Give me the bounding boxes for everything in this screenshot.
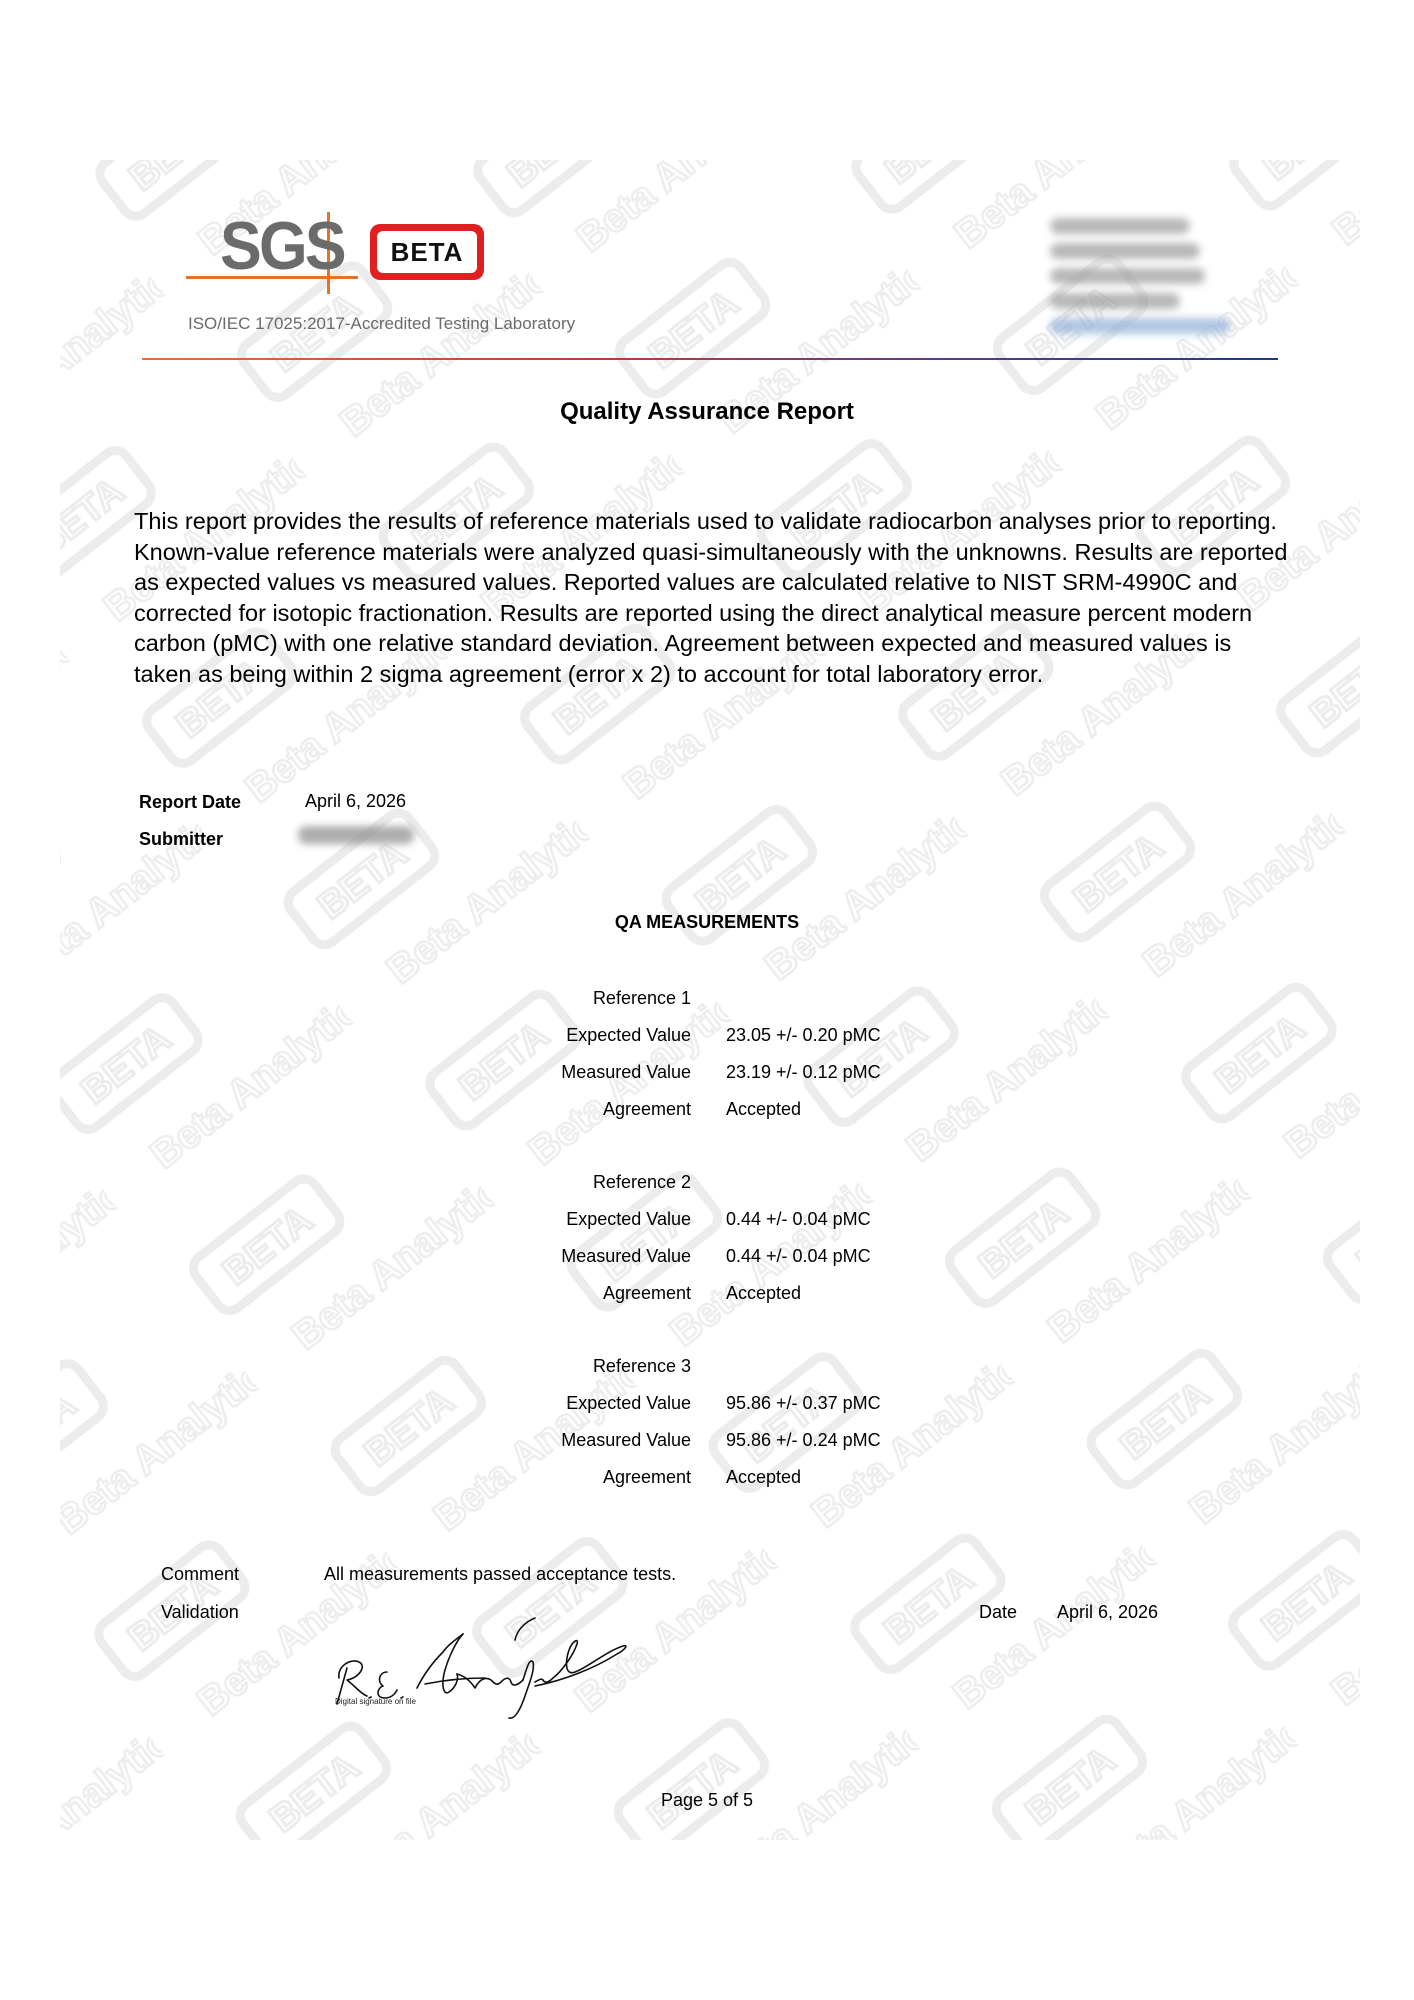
date-label: Date	[979, 1602, 1018, 1622]
expected-value-label: Expected Value	[566, 1209, 691, 1229]
expected-value: 23.05 +/- 0.20 pMC	[726, 1025, 881, 1045]
report-date-label: Report Date	[139, 792, 242, 812]
signature-caption: Digital signature on file	[335, 1697, 416, 1706]
agreement-label: Agreement	[602, 1467, 691, 1487]
reference-name: Reference 2	[592, 1172, 691, 1192]
agreement-value: Accepted	[726, 1467, 802, 1487]
beta-logo	[370, 224, 484, 280]
submitter-label: Submitter	[139, 829, 224, 849]
expected-value-label: Expected Value	[566, 1393, 691, 1413]
validation-label: Validation	[161, 1602, 239, 1622]
agreement-value: Accepted	[726, 1283, 802, 1303]
measured-value-label: Measured Value	[561, 1430, 691, 1450]
reference-name: Reference 1	[592, 988, 691, 1008]
measured-value: 23.19 +/- 0.12 pMC	[726, 1062, 881, 1082]
agreement-value: Accepted	[726, 1099, 802, 1119]
measured-value: 0.44 +/- 0.04 pMC	[726, 1246, 871, 1266]
page-number: Page 5 of 5	[660, 1790, 754, 1810]
report-title: Quality Assurance Report	[560, 398, 854, 425]
comment-label: Comment	[161, 1564, 240, 1584]
signature-image	[325, 1600, 635, 1730]
validation-date: April 6, 2026	[1057, 1602, 1159, 1622]
reference-name: Reference 3	[592, 1356, 691, 1376]
accreditation-text: ISO/IEC 17025:2017-Accredited Testing Laboratory	[188, 314, 576, 333]
comment-text: All measurements passed acceptance tests.	[324, 1564, 677, 1584]
beta-logo-text: BETA	[377, 231, 477, 273]
expected-value: 95.86 +/- 0.37 pMC	[726, 1393, 881, 1413]
expected-value-label: Expected Value	[566, 1025, 691, 1045]
measured-value-label: Measured Value	[561, 1062, 691, 1082]
intro-paragraph: This report provides the results of reference materials used to validate radiocarbon analyses prior to reporting. Known-value reference materials were analyzed quasi-simultaneously with the unknowns. Results are reported as expected values vs measured values. Reported values are calculated relative to NIST SRM-4990C and corrected for isotopic fractionation. Results are reported using the direct analytical measure percent modern carbon (pMC) with one relative standard deviation. Agreement between expected and measured values is taken as being within 2 sigma agreement (error x 2) to account for total laboratory error.	[134, 508, 1288, 687]
report-date-value: April 6, 2026	[305, 791, 407, 811]
header-divider	[142, 358, 1278, 360]
agreement-label: Agreement	[602, 1283, 691, 1303]
measured-value-label: Measured Value	[561, 1246, 691, 1266]
sgs-logo	[186, 208, 371, 300]
redacted-submitter	[298, 826, 414, 844]
sgs-logo-text: SGS	[220, 208, 344, 284]
qa-section-title: QA MEASUREMENTS	[614, 912, 800, 932]
measured-value: 95.86 +/- 0.24 pMC	[726, 1430, 881, 1450]
agreement-label: Agreement	[602, 1099, 691, 1119]
expected-value: 0.44 +/- 0.04 pMC	[726, 1209, 871, 1229]
redacted-address	[1050, 218, 1230, 336]
